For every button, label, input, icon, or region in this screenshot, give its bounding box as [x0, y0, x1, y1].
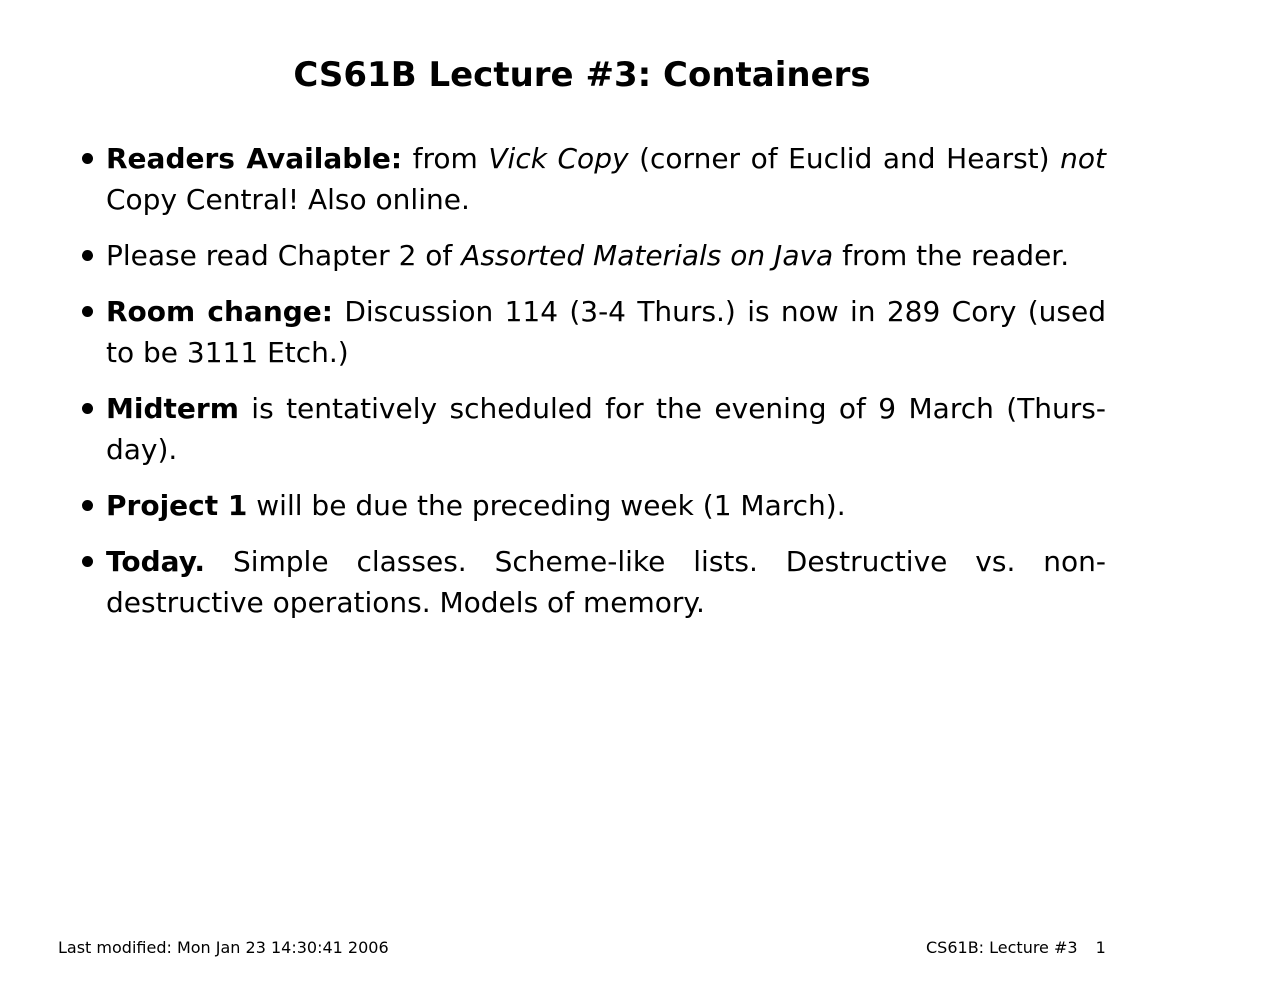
bullet-label: Midterm: [106, 392, 239, 425]
bullet-text: is tentatively scheduled for the evening of 9 March (Thurs-day).: [106, 392, 1106, 466]
footer-last-modified: Last modified: Mon Jan 23 14:30:41 2006: [58, 938, 389, 957]
bullet-dot-icon: [82, 500, 93, 511]
bullet-reading: [78, 235, 1106, 276]
bullet-dot-icon: [82, 403, 93, 414]
bullet-text: Please read Chapter 2 of: [106, 239, 453, 272]
bullet-text: Discussion 114 (3-4 Thurs.) is now in 289 Cory (used to be 3111 Etch.): [106, 295, 1106, 369]
bullet-emphasis: Vick Copy: [488, 142, 629, 175]
bullet-readers: [78, 138, 1106, 220]
bullet-label: Today.: [106, 545, 206, 578]
bullet-emphasis: not: [1060, 142, 1107, 175]
bullet-text: from: [412, 142, 478, 175]
bullet-text: from the reader.: [842, 239, 1070, 272]
bullet-emphasis: Assorted Materials on Java: [461, 239, 834, 272]
bullet-dot-icon: [82, 250, 93, 261]
bullet-text: (corner of Euclid and Hearst): [639, 142, 1050, 175]
bullet-label: Project 1: [106, 489, 248, 522]
bullet-label: Readers Available:: [106, 142, 403, 175]
bullet-label: Room change:: [106, 295, 333, 328]
footer-course: CS61B: Lecture #3: [926, 938, 1078, 957]
bullet-today: [78, 541, 1106, 623]
bullet-dot-icon: [82, 153, 93, 164]
bullet-text: Simple classes. Scheme-like lists. Destructive vs. non-destructive operations. Models of memory.: [106, 545, 1106, 619]
page-number: 1: [1095, 938, 1106, 957]
bullet-text: Copy Central! Also online.: [106, 183, 470, 216]
slide-title: CS61B Lecture #3: Containers: [293, 55, 871, 95]
bullet-room-change: [78, 291, 1106, 373]
bullet-dot-icon: [82, 306, 93, 317]
bullet-list: [78, 138, 1106, 638]
footer-course-info: [926, 938, 1106, 958]
bullet-dot-icon: [82, 556, 93, 567]
bullet-project: [78, 485, 1106, 526]
bullet-text: will be due the preceding week (1 March).: [256, 489, 846, 522]
bullet-midterm: [78, 388, 1106, 470]
